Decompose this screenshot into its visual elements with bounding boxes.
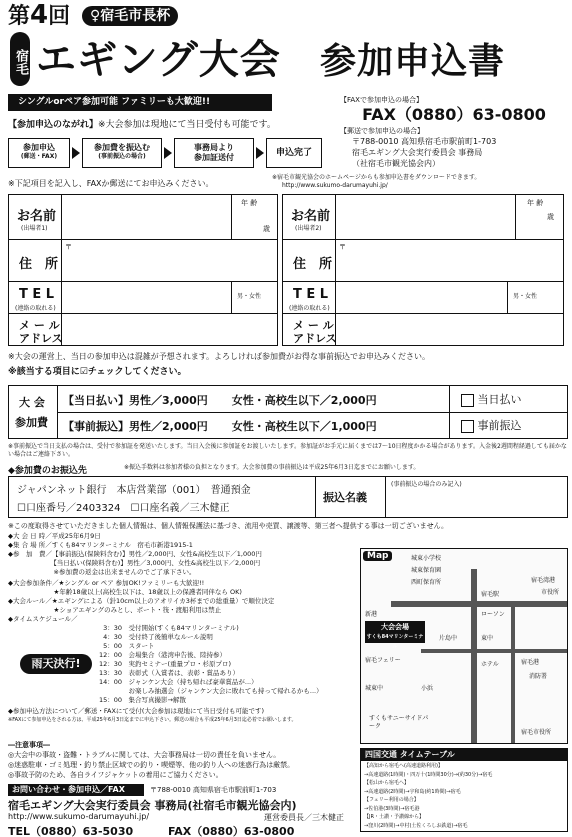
name-input-1[interactable]	[65, 199, 227, 235]
mail-input-1[interactable]	[65, 315, 275, 343]
age-input-2[interactable]	[519, 209, 561, 237]
schedule-time: 3：30	[103, 624, 122, 632]
timetable-line: →窪川(2時間)→中村(土佐くろしお鉄道)→宿毛	[364, 822, 468, 829]
mail-input-2[interactable]	[339, 315, 561, 343]
map-place: 小浜	[421, 685, 434, 692]
cup-name: 宿毛市長杯	[100, 8, 171, 24]
schedule-item	[92, 669, 354, 678]
schedule-event: 会場集合（港湾申告後、陸持参）	[128, 651, 226, 659]
transfer-label: 振込名義	[323, 491, 367, 504]
schedule-event: スタート	[128, 642, 155, 650]
flow-step-label: 事務局より	[194, 143, 234, 152]
address-input-2[interactable]	[339, 243, 561, 279]
outline-conditions: ◆大会参加条件／★シングル or ペア 参加OK!ファミリーも大歓迎!!	[8, 579, 205, 587]
map-place: ホテル	[481, 661, 499, 668]
gender-select-1[interactable]: 男・女性	[237, 293, 262, 300]
name-label: お名前	[17, 209, 57, 224]
flow-arrow-icon	[256, 147, 264, 159]
edition-label	[8, 2, 70, 30]
rain-badge: 雨天決行!	[20, 654, 92, 674]
schedule-event: 受付開始(すくも84マリンターミナル)	[128, 624, 239, 632]
city-vertical-label: 宿毛	[10, 32, 30, 86]
flow-step-label: 申込完了	[275, 148, 312, 158]
timetable-line: →高速道路(2時間)→宇和島(約1時間)→宿毛	[364, 788, 461, 795]
outline-apply-note: ※FAXにて参加申込をされる方は、平成25年6月3日迄までに申込下さい。郵送の場合も平成25年6月3日迄必着でお願いします。	[8, 717, 297, 723]
bank-account: ☐口座番号／2403324 ☐口座名義／三木健正	[17, 503, 230, 514]
outline-apply-method: ◆参加申込方法について／郵送・FAXにて受付(大会参加は現地にて当日受付も可能です)	[8, 707, 264, 715]
tel-input-1[interactable]	[65, 285, 227, 311]
tel-label: T E L	[293, 287, 329, 302]
map-place: 宿毛駅	[481, 591, 500, 598]
timetable-heading: タイムテーブル	[399, 750, 455, 759]
main-title: エギング大会	[36, 37, 281, 83]
flow-step-label-2: 参加証送付	[194, 153, 234, 162]
schedule-item	[92, 678, 354, 687]
entrant1-form	[8, 194, 278, 346]
outline-rules: ◆大会ルール／★エギングによる（針10cm以上のアオリイカ3杯までの総重量）で順位決定	[8, 597, 275, 605]
schedule-time: 15：00	[98, 696, 122, 704]
flow-step-label: 参加費を振込む	[94, 143, 150, 152]
map-place: 宿毛市役所	[521, 729, 552, 736]
map-road	[421, 649, 567, 653]
outline-fee: ◆参 加 費／【事前振込(保険料含む)】男性／2,000円、女性&高校生以下／1,000円	[8, 550, 262, 558]
map-place: 東中	[481, 635, 494, 642]
map-place: 消防署	[529, 673, 548, 680]
flow-step-sub: (事前振込の場合)	[98, 153, 146, 160]
mail-address: 〒788-0010 高知県宿毛市駅前町1-703	[352, 137, 497, 146]
schedule-event: お楽しみ抽選会（ジャンケン大会に敗れても持って帰れるかも...）	[128, 687, 323, 695]
privacy-note: ※この度取得させていただきました個人情報は、個人情報保護法に基づき、流用や売買、譲渡等、第三者へ提供する事は一切ございません。	[8, 522, 449, 530]
footer-manager: 運営委員長／三木健正	[264, 813, 344, 822]
flow-step-complete	[266, 138, 322, 168]
fee-women: 女性・高校生以下／1,000円	[231, 420, 377, 433]
map-place: 新港	[365, 611, 378, 618]
map-place: 宿毛湾港	[531, 577, 556, 584]
footer-org: 宿毛エギング大会実行委員会 事務局(社宿毛市観光協会内)	[8, 799, 297, 812]
outline-date: ◆大 会 日 時／平成25年6月9日	[8, 532, 101, 540]
fax-number: FAX（0880）63-0800	[362, 105, 546, 124]
map-place: 城東中	[365, 685, 384, 692]
download-url[interactable]: http://www.sukumo-darumayuhi.jp/	[282, 182, 388, 189]
schedule-item	[92, 696, 354, 705]
gender-select-2[interactable]: 男・女性	[513, 293, 538, 300]
timetable-region: 四国交通	[365, 750, 397, 759]
name-sub: (出場者2)	[295, 225, 322, 232]
bank-name: ジャパンネット銀行 本店営業部（001） 普通預金	[17, 485, 251, 496]
checkbox-label: 事前振込	[477, 419, 522, 432]
schedule-event: ジャンケン大会（持ち帰れば豪華賞品が...）	[128, 678, 258, 686]
postal-mark: 〒	[65, 243, 72, 251]
footer-tel: TEL（0880）63-5030	[8, 825, 134, 837]
banner: シングルorペア参加可能 ファミリーも大歓迎!!	[8, 94, 272, 111]
map-place: 城東小学校	[411, 555, 442, 562]
timetable	[360, 748, 568, 832]
cautions-heading: ―注意事項―	[8, 741, 50, 749]
outline-rules2: ★ショアエギングのみとし、ボート・筏・渡船利用は禁止	[8, 606, 222, 614]
name-sub: (出場者1)	[21, 225, 48, 232]
schedule-event: 集合写真撮影→解散	[128, 696, 186, 704]
checkbox-icon	[461, 394, 474, 407]
mail-org2: （社宿毛市観光協会内）	[352, 159, 440, 168]
flow-step-pay	[82, 138, 162, 168]
age-label: 年 齢	[241, 199, 258, 207]
caution-item: ◎大会中の事故・盗難・トラブルに関しては、大会事務局は一切の責任を負いません。	[8, 751, 281, 759]
schedule-item	[92, 633, 354, 642]
apply-title: 参加申込書	[320, 41, 506, 82]
map-venue	[365, 621, 425, 650]
bank-box	[8, 476, 568, 518]
timetable-line: 【JR・土讃・予讃線から】	[364, 814, 424, 820]
transfer-note: (事前振込の場合のみ記入)	[391, 481, 462, 488]
flow-arrow-icon	[72, 147, 80, 159]
map-place: すくもサニーサイドパーク	[369, 715, 429, 730]
flow-heading	[8, 117, 276, 130]
address-label: 住 所	[19, 257, 59, 272]
cup-name-badge	[82, 6, 178, 26]
fee-women: 女性・高校生以下／2,000円	[231, 394, 377, 407]
outline-place: ◆集 合 場 所／すくも84マリンターミナル 宿毛市新港1915-1	[8, 541, 193, 549]
timetable-line: 【フェリー利用の場合】	[364, 797, 419, 803]
checkbox-icon	[461, 420, 474, 433]
flow-heading-note: ※大会参加は現地にて当日受付も可能です。	[98, 120, 276, 130]
age-unit: 歳	[547, 213, 554, 221]
edition-number: 4	[30, 0, 49, 30]
footer-fax: FAX（0880）63-0800	[168, 825, 295, 837]
schedule-item	[92, 642, 354, 651]
schedule-time: 13：30	[98, 669, 122, 677]
map-place: 宿毛港	[521, 659, 540, 666]
notice-check-suffix: チェックしてください。	[87, 367, 187, 377]
schedule-item	[92, 660, 354, 669]
flow-step-label: 参加申込	[23, 143, 55, 152]
flow-heading-label: 【参加申込のながれ】	[8, 120, 99, 130]
footer-contact-label: お問い合わせ・参加申込／FAX	[8, 784, 144, 796]
outline-conditions2: ★年齢18歳以上(高校生以下は、18歳以上の保護者同伴なら OK)	[8, 588, 242, 596]
map-place: 片島中	[439, 635, 458, 642]
mail-field-label: メ ー ル	[19, 319, 60, 332]
address-input-1[interactable]	[65, 243, 275, 279]
fee-row-same-day	[63, 392, 377, 408]
map-label: Map	[363, 551, 392, 561]
instruction: ※下記項目を記入し、FAXか郵送にてお申込みください。	[8, 179, 214, 188]
schedule-time: 14：00	[98, 678, 122, 686]
flow-step-certificate	[174, 138, 254, 168]
mail-org: 宿毛エギング大会実行委員会 事務局	[352, 148, 483, 157]
flow-step-sub: (郵送・FAX)	[20, 153, 58, 160]
edition-prefix: 第	[8, 4, 31, 29]
fee-label-1: 大 会	[19, 396, 45, 409]
fee-row-advance	[63, 418, 377, 434]
tel-sub: (連絡の取れる)	[289, 305, 330, 312]
timetable-line: 【松山から宿毛へ】	[364, 780, 410, 786]
trophy-icon: ♀	[90, 8, 101, 24]
fee-note: ※事前振込で当日支払の場合は、受付で参加証を発送いたします。当日入会後に参加証をお渡しいたします。参加証がお手元に届くまでは7〜10日程度かかる場合があります。入金後2週間程経過しても届かない場合はご連絡下さい。	[8, 443, 567, 458]
outline-fee2: 【当日払い(保険料含む)】男性／3,000円、女性&高校生以下／2,000円	[8, 559, 261, 567]
map-venue-label: 大会会場	[381, 623, 409, 631]
bank-account-no: 口座番号／2403324	[25, 503, 121, 514]
notice-early-pay: ※大会の運営上、当日の参加申込は混雑が予想されます。よろしければ参加費がお得な事前振込でお申込みください。	[8, 352, 431, 361]
timetable-line: 【高知から宿毛へ(高速道路利用)】	[364, 763, 443, 769]
mail-field-label2: アドレス	[293, 332, 337, 345]
map-road	[471, 569, 477, 743]
age-unit: 歳	[263, 225, 270, 233]
schedule-event: 受付終了後簡単なルール説明	[128, 633, 213, 641]
checkbox-advance[interactable]	[461, 417, 522, 433]
edition-suffix: 回	[48, 4, 71, 29]
name-input-2[interactable]	[339, 199, 511, 235]
fee-label-2: 参加費	[15, 416, 48, 429]
tel-input-2[interactable]	[339, 285, 503, 311]
schedule-item	[92, 624, 354, 633]
map-place: 宿毛フェリー	[365, 657, 401, 664]
event-outline	[8, 532, 354, 725]
name-label: お名前	[291, 209, 331, 224]
mail-field-label2: アドレス	[19, 332, 63, 345]
map-venue-sub: すくも84マリンターミナル	[366, 634, 424, 650]
map-place: 城東保育園	[411, 567, 442, 574]
fee-bracket: 【事前振込】	[63, 420, 129, 433]
fee-men: 男性／3,000円	[129, 394, 208, 407]
caution-item: ◎事故予防のため、各自ライフジャケットの着用にご協力ください。	[8, 771, 223, 779]
schedule-time: 12：00	[98, 651, 122, 659]
age-label: 年 齢	[527, 199, 544, 207]
map-place: 西町保育所	[411, 579, 442, 586]
outline-fee-note: ※参加費の返金は出来ませんのでご了承下さい。	[8, 568, 196, 576]
map-place: ローソン	[481, 611, 505, 618]
schedule-event: 表彰式（入賞者は、表彰・賞品あり）	[128, 669, 239, 677]
timetable-line: →佐伯港(3時間)→宿毛港	[364, 805, 420, 812]
timetable-header	[361, 749, 567, 761]
schedule-event: 実釣セミナー(重量プロ・杉原プロ)	[128, 660, 232, 668]
postal-mark: 〒	[339, 243, 346, 251]
fee-table	[8, 385, 568, 439]
bank-account-name: 口座名義／三木健正	[139, 503, 230, 514]
map-road	[391, 601, 567, 607]
caution-item: ◎迷惑駐車・ゴミ処理・釣り禁止区域での釣り・喫煙等、他の釣り人への迷惑行為は厳禁。	[8, 761, 295, 769]
bank-heading-note: ※振込手数料は参加者様の負担となります。大会参加費の事前振込は平成25年6月3日迄までにお願いします。	[124, 464, 420, 471]
tel-label: T E L	[19, 287, 55, 302]
footer-address: 〒788-0010 高知県宿毛市駅前町1-703	[150, 786, 277, 794]
map-place: 市役所	[541, 589, 560, 596]
checkbox-icon: ☑	[79, 367, 88, 377]
download-note: ※宿毛市観光協会のホームページからも参加申込書をダウンロードできます。	[272, 174, 481, 181]
schedule-time: 4：30	[103, 633, 122, 641]
map[interactable]	[360, 548, 568, 744]
timetable-line: →高速道路(1時間)・四万十(1時間30分)→(約30分)→宿毛	[364, 771, 493, 778]
bank-heading: ◆参加費のお振込先	[8, 466, 87, 476]
checkbox-label: 当日払い	[477, 393, 522, 406]
notice-check-prefix: ※該当する項目に	[8, 367, 80, 377]
schedule-time: 5：00	[103, 642, 122, 650]
mail-label: 【郵送で参加申込の場合】	[340, 127, 424, 135]
cautions	[8, 740, 358, 780]
flow-step-apply	[8, 138, 70, 168]
transfer-name-input[interactable]	[389, 491, 565, 515]
tel-sub: (連絡の取れる)	[15, 305, 56, 312]
map-road	[511, 607, 515, 743]
footer-url[interactable]: http://www.sukumo-darumayuhi.jp/	[8, 812, 150, 821]
outline-schedule-label: ◆タイムスケジュール／	[8, 615, 78, 623]
schedule-item	[92, 687, 354, 696]
schedule-time: 12：30	[98, 660, 122, 668]
checkbox-same-day[interactable]	[461, 391, 522, 407]
fee-men: 男性／2,000円	[129, 420, 208, 433]
schedule-item	[92, 651, 354, 660]
notice-check	[8, 364, 187, 377]
fax-label: 【FAXで参加申込の場合】	[340, 96, 423, 104]
entrant2-form	[282, 194, 564, 346]
contact-top	[340, 96, 568, 169]
timetable-lines	[361, 761, 567, 831]
fee-bracket: 【当日払い】	[63, 394, 129, 407]
mail-field-label: メ ー ル	[293, 319, 334, 332]
flow-arrow-icon	[164, 147, 172, 159]
address-label: 住 所	[293, 257, 333, 272]
